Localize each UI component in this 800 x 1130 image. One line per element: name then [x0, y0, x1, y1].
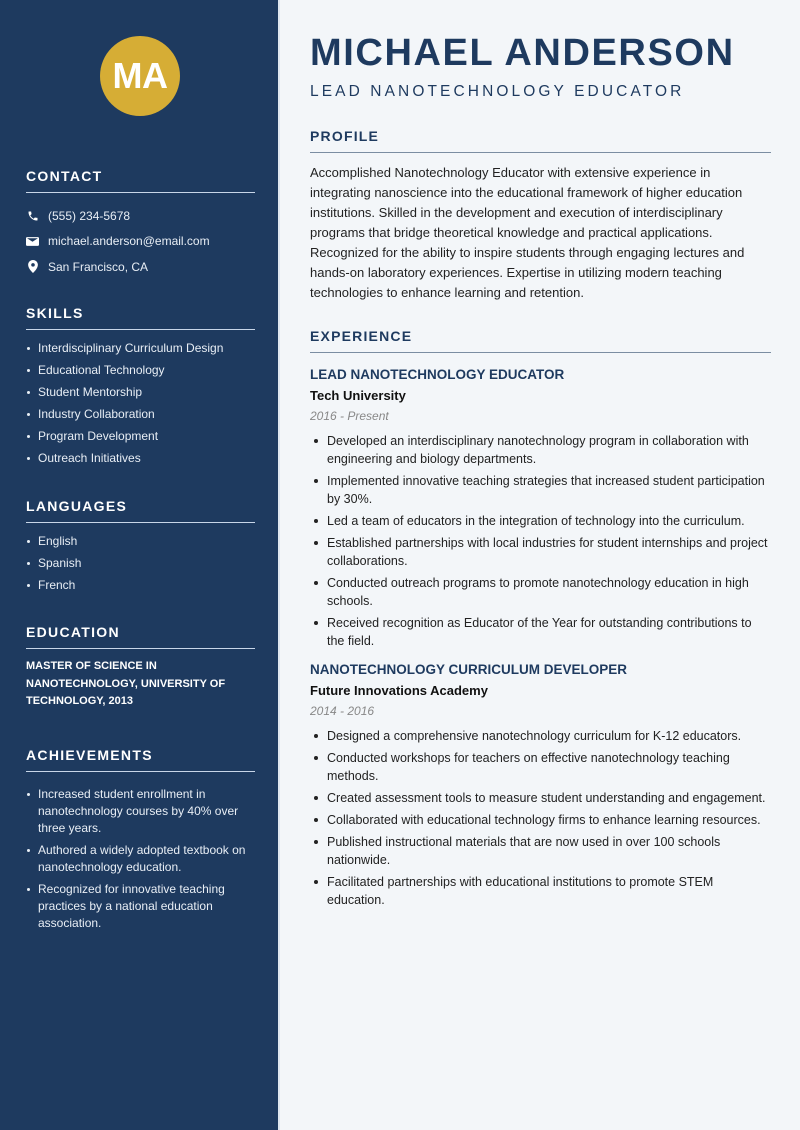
contact-email	[26, 229, 255, 255]
job-bullet: Conducted workshops for teachers on effective nanotechnology teaching methods.	[310, 749, 771, 785]
contact-phone	[26, 203, 255, 229]
achievement-item: Recognized for innovative teaching practices by a national education association.	[26, 881, 255, 932]
candidate-name: MICHAEL ANDERSON	[310, 32, 735, 74]
languages-section	[26, 498, 255, 599]
job-bullet: Led a team of educators in the integration of technology into the curriculum.	[310, 512, 771, 530]
language-item: French	[26, 577, 255, 594]
skills-list	[26, 340, 255, 467]
education-degree: MASTER OF SCIENCE IN NANOTECHNOLOGY, UNIVERSITY OF TECHNOLOGY, 2013	[26, 660, 226, 707]
contact-heading: CONTACT	[26, 168, 255, 193]
contact-location	[26, 254, 255, 280]
skills-section	[26, 305, 255, 472]
skills-heading: SKILLS	[26, 305, 255, 330]
job-bullet: Facilitated partnerships with educational institutions to promote STEM education.	[310, 873, 771, 909]
languages-list	[26, 533, 255, 594]
contact-section	[26, 168, 255, 280]
sidebar	[0, 0, 280, 1130]
achievement-item: Authored a widely adopted textbook on nanotechnology education.	[26, 842, 255, 876]
profile-summary: Accomplished Nanotechnology Educator with extensive experience in integrating nanoscience into the educational framework of higher education institutions. Skilled in the development and execution of interdisciplinary programs that bridge theoretical knowledge and practical applications. Recognized for the ability to inspire students through engaging lectures and hands-on laboratory experiences. Expertise in utilizing modern teaching technologies to enhance learning and retention.	[310, 165, 745, 300]
job-bullet: Designed a comprehensive nanotechnology curriculum for K-12 educators.	[310, 727, 771, 745]
job-entry	[310, 367, 771, 650]
profile-section	[310, 128, 771, 303]
job-bullet: Published instructional materials that are now used in over 100 schools nationwide.	[310, 833, 771, 869]
skill-item: Outreach Initiatives	[26, 450, 255, 467]
avatar-initials: MA	[112, 55, 168, 96]
language-item: English	[26, 533, 255, 550]
email-icon	[26, 235, 39, 248]
job-bullet: Developed an interdisciplinary nanotechnology program in collaboration with engineering and biology departments.	[310, 432, 771, 468]
experience-section	[310, 328, 771, 913]
location-pin-icon	[26, 260, 39, 273]
achievements-list	[26, 786, 255, 932]
job-title: LEAD NANOTECHNOLOGY EDUCATOR	[310, 367, 565, 382]
job-title: NANOTECHNOLOGY CURRICULUM DEVELOPER	[310, 662, 628, 677]
location-text: San Francisco, CA	[48, 259, 149, 274]
job-bullets	[310, 432, 771, 650]
skill-item: Student Mentorship	[26, 384, 255, 401]
avatar	[100, 36, 180, 116]
job-dates: 2014 - 2016	[310, 704, 375, 718]
job-bullet: Implemented innovative teaching strategies that increased student participation by 30%.	[310, 472, 771, 508]
achievements-section	[26, 747, 255, 937]
experience-heading: EXPERIENCE	[310, 328, 771, 353]
job-bullet: Established partnerships with local industries for student internships and project collaborations.	[310, 534, 771, 570]
education-heading: EDUCATION	[26, 624, 255, 649]
phone-icon	[26, 209, 39, 222]
candidate-title: LEAD NANOTECHNOLOGY EDUCATOR	[310, 83, 685, 100]
job-company: Future Innovations Academy	[310, 683, 488, 698]
achievements-heading: ACHIEVEMENTS	[26, 747, 255, 772]
skill-item: Educational Technology	[26, 362, 255, 379]
skill-item: Program Development	[26, 428, 255, 445]
skill-item: Industry Collaboration	[26, 406, 255, 423]
profile-heading: PROFILE	[310, 128, 771, 153]
email-text: michael.anderson@email.com	[48, 234, 210, 249]
job-bullets	[310, 727, 771, 909]
languages-heading: LANGUAGES	[26, 498, 255, 523]
skill-item: Interdisciplinary Curriculum Design	[26, 340, 255, 357]
job-company: Tech University	[310, 388, 406, 403]
achievement-item: Increased student enrollment in nanotechnology courses by 40% over three years.	[26, 786, 255, 837]
job-dates: 2016 - Present	[310, 409, 389, 423]
job-bullet: Created assessment tools to measure student understanding and engagement.	[310, 789, 771, 807]
language-item: Spanish	[26, 555, 255, 572]
job-bullet: Conducted outreach programs to promote nanotechnology education in high schools.	[310, 574, 771, 610]
phone-text: (555) 234-5678	[48, 208, 131, 223]
job-entry	[310, 662, 771, 909]
job-bullet: Collaborated with educational technology firms to enhance learning resources.	[310, 811, 771, 829]
education-section	[26, 624, 255, 711]
job-bullet: Received recognition as Educator of the Year for outstanding contributions to the field.	[310, 614, 771, 650]
